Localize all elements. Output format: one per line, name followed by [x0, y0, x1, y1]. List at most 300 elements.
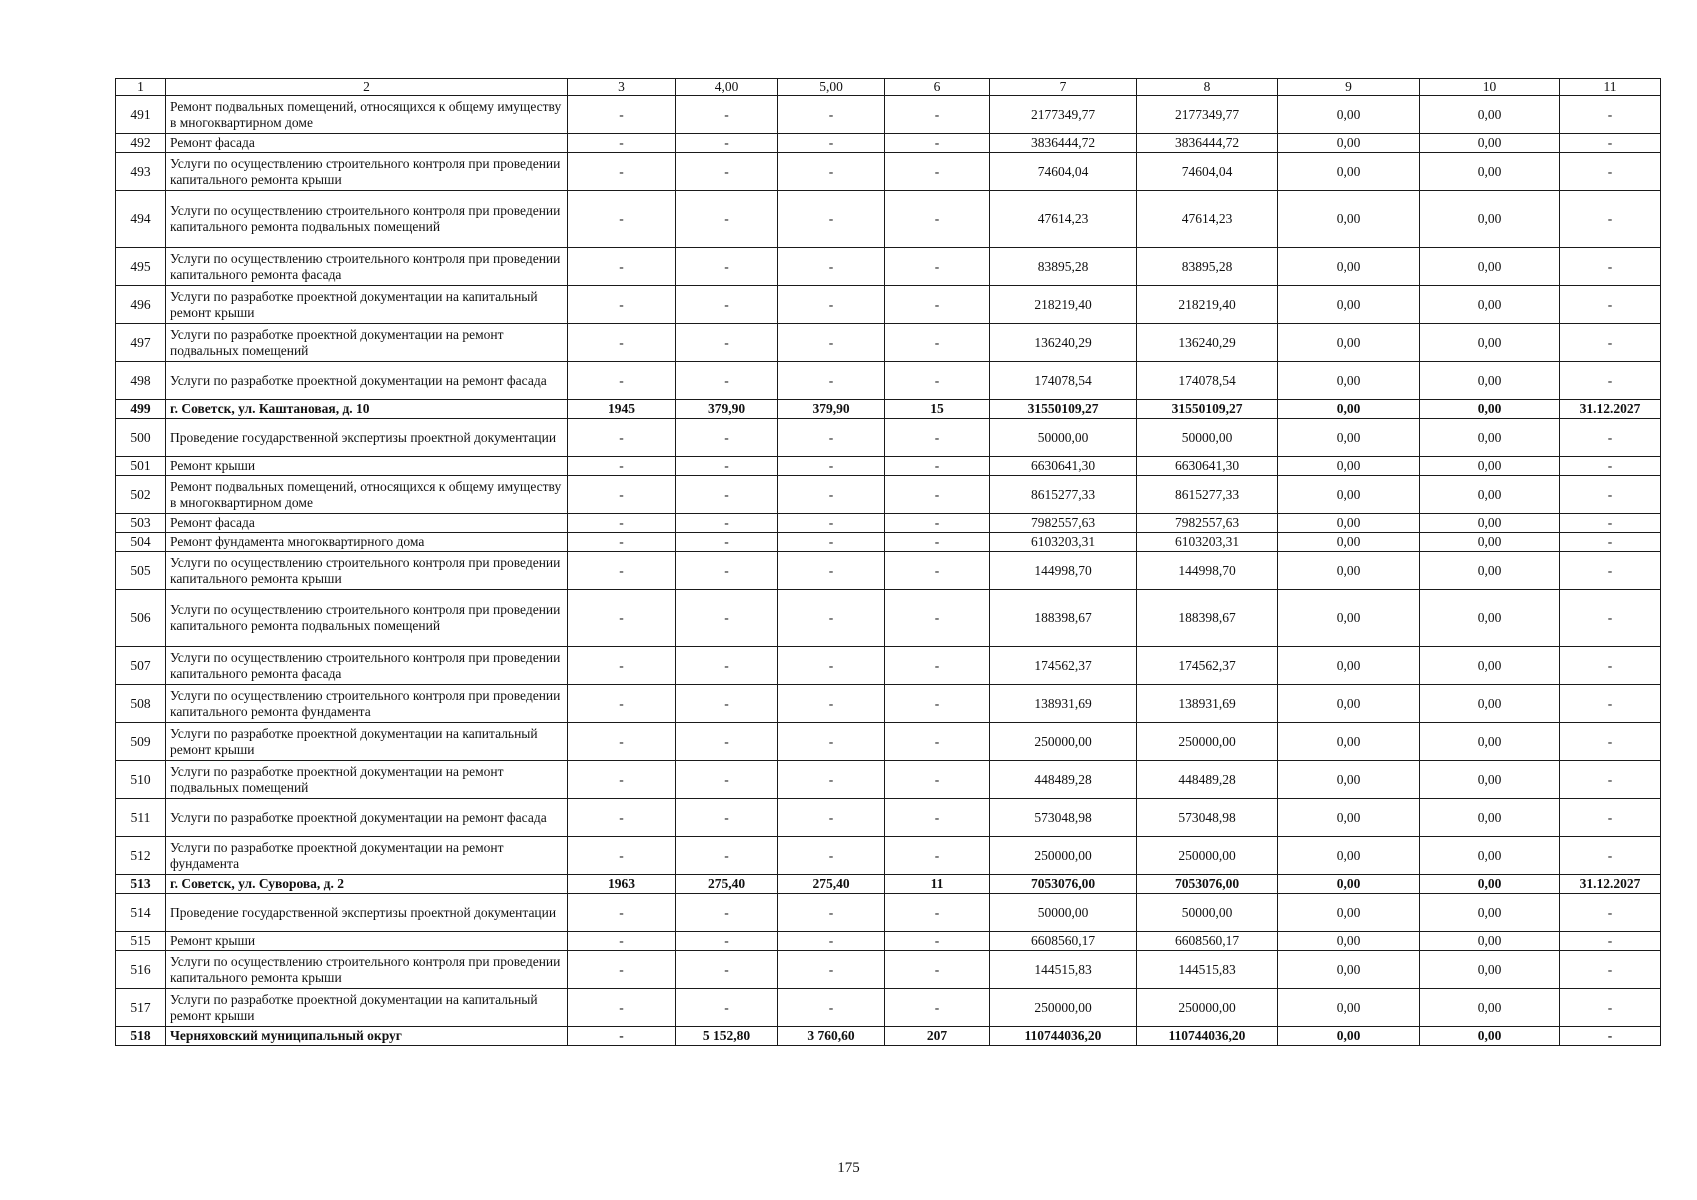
col-5-cell: -	[778, 191, 885, 248]
header-cell: 10	[1420, 79, 1560, 96]
row-name-cell: Услуги по разработке проектной документации на ремонт фасада	[166, 799, 568, 837]
col-4-cell: -	[676, 286, 778, 324]
col-8-cell: 7982557,63	[1137, 514, 1278, 533]
col-9-cell: 0,00	[1278, 875, 1420, 894]
col-10-cell: 0,00	[1420, 723, 1560, 761]
row-number-cell: 499	[116, 400, 166, 419]
col-11-cell: -	[1560, 552, 1661, 590]
col-11-cell: -	[1560, 799, 1661, 837]
col-4-cell: -	[676, 96, 778, 134]
col-7-cell: 218219,40	[990, 286, 1137, 324]
table-row	[116, 723, 1661, 761]
col-11-cell: -	[1560, 951, 1661, 989]
col-3-cell: -	[568, 761, 676, 799]
page-number: 175	[837, 1160, 860, 1176]
col-9-cell: 0,00	[1278, 457, 1420, 476]
col-4-cell: -	[676, 419, 778, 457]
col-11-cell: -	[1560, 989, 1661, 1027]
col-11-cell: -	[1560, 191, 1661, 248]
col-6-cell: -	[885, 685, 990, 723]
col-7-cell: 188398,67	[990, 590, 1137, 647]
col-9-cell: 0,00	[1278, 286, 1420, 324]
col-5-cell: -	[778, 476, 885, 514]
col-7-cell: 144515,83	[990, 951, 1137, 989]
col-9-cell: 0,00	[1278, 324, 1420, 362]
col-4-cell: -	[676, 533, 778, 552]
col-3-cell: -	[568, 419, 676, 457]
row-number-cell: 517	[116, 989, 166, 1027]
col-3-cell: -	[568, 1027, 676, 1046]
col-3-cell: -	[568, 647, 676, 685]
col-10-cell: 0,00	[1420, 191, 1560, 248]
col-4-cell: -	[676, 248, 778, 286]
col-8-cell: 250000,00	[1137, 989, 1278, 1027]
col-4-cell: -	[676, 951, 778, 989]
col-10-cell: 0,00	[1420, 685, 1560, 723]
col-4-cell: -	[676, 191, 778, 248]
col-4-cell: -	[676, 476, 778, 514]
col-10-cell: 0,00	[1420, 457, 1560, 476]
col-5-cell: -	[778, 419, 885, 457]
col-4-cell: 5 152,80	[676, 1027, 778, 1046]
table-row	[116, 894, 1661, 932]
col-8-cell: 174078,54	[1137, 362, 1278, 400]
col-6-cell: -	[885, 419, 990, 457]
row-number-cell: 492	[116, 134, 166, 153]
row-name-cell: Услуги по разработке проектной документации на ремонт подвальных помещений	[166, 761, 568, 799]
col-10-cell: 0,00	[1420, 533, 1560, 552]
col-4-cell: -	[676, 134, 778, 153]
col-5-cell: 379,90	[778, 400, 885, 419]
row-name-cell: Услуги по разработке проектной документации на капитальный ремонт крыши	[166, 286, 568, 324]
table-row	[116, 457, 1661, 476]
col-10-cell: 0,00	[1420, 894, 1560, 932]
col-5-cell: -	[778, 894, 885, 932]
col-4-cell: -	[676, 514, 778, 533]
col-8-cell: 188398,67	[1137, 590, 1278, 647]
table-row	[116, 476, 1661, 514]
col-10-cell: 0,00	[1420, 324, 1560, 362]
table-row	[116, 951, 1661, 989]
col-4-cell: -	[676, 457, 778, 476]
col-8-cell: 47614,23	[1137, 191, 1278, 248]
col-8-cell: 7053076,00	[1137, 875, 1278, 894]
col-7-cell: 74604,04	[990, 153, 1137, 191]
table-row	[116, 514, 1661, 533]
col-10-cell: 0,00	[1420, 837, 1560, 875]
col-3-cell: -	[568, 248, 676, 286]
row-number-cell: 497	[116, 324, 166, 362]
col-6-cell: 207	[885, 1027, 990, 1046]
row-name-cell: Услуги по разработке проектной документации на ремонт фундамента	[166, 837, 568, 875]
row-name-cell: Услуги по осуществлению строительного контроля при проведении капитального ремонта фундамента	[166, 685, 568, 723]
col-10-cell: 0,00	[1420, 951, 1560, 989]
col-4-cell: -	[676, 324, 778, 362]
row-number-cell: 493	[116, 153, 166, 191]
col-10-cell: 0,00	[1420, 134, 1560, 153]
row-number-cell: 514	[116, 894, 166, 932]
col-9-cell: 0,00	[1278, 134, 1420, 153]
col-4-cell: -	[676, 932, 778, 951]
header-cell: 8	[1137, 79, 1278, 96]
header-cell: 11	[1560, 79, 1661, 96]
col-5-cell: -	[778, 761, 885, 799]
col-5-cell: -	[778, 989, 885, 1027]
col-9-cell: 0,00	[1278, 685, 1420, 723]
col-4-cell: -	[676, 837, 778, 875]
col-11-cell: -	[1560, 723, 1661, 761]
col-3-cell: -	[568, 191, 676, 248]
col-11-cell: -	[1560, 1027, 1661, 1046]
table-row	[116, 324, 1661, 362]
row-number-cell: 509	[116, 723, 166, 761]
table-row	[116, 932, 1661, 951]
table-row	[116, 362, 1661, 400]
col-4-cell: 275,40	[676, 875, 778, 894]
col-6-cell: -	[885, 324, 990, 362]
col-6-cell: -	[885, 514, 990, 533]
col-3-cell: -	[568, 457, 676, 476]
row-name-cell: Ремонт крыши	[166, 932, 568, 951]
row-number-cell: 503	[116, 514, 166, 533]
col-5-cell: -	[778, 134, 885, 153]
col-7-cell: 7053076,00	[990, 875, 1137, 894]
row-number-cell: 506	[116, 590, 166, 647]
col-6-cell: -	[885, 894, 990, 932]
col-9-cell: 0,00	[1278, 191, 1420, 248]
row-number-cell: 515	[116, 932, 166, 951]
row-name-cell: г. Советск, ул. Каштановая, д. 10	[166, 400, 568, 419]
col-5-cell: -	[778, 799, 885, 837]
col-8-cell: 144515,83	[1137, 951, 1278, 989]
col-9-cell: 0,00	[1278, 951, 1420, 989]
row-name-cell: Услуги по разработке проектной документации на ремонт подвальных помещений	[166, 324, 568, 362]
table-row	[116, 799, 1661, 837]
col-8-cell: 74604,04	[1137, 153, 1278, 191]
col-10-cell: 0,00	[1420, 932, 1560, 951]
col-10-cell: 0,00	[1420, 514, 1560, 533]
col-4-cell: -	[676, 552, 778, 590]
col-9-cell: 0,00	[1278, 723, 1420, 761]
col-8-cell: 83895,28	[1137, 248, 1278, 286]
col-6-cell: -	[885, 761, 990, 799]
col-3-cell: -	[568, 514, 676, 533]
col-7-cell: 6608560,17	[990, 932, 1137, 951]
col-7-cell: 8615277,33	[990, 476, 1137, 514]
table-row-total	[116, 1027, 1661, 1046]
col-8-cell: 50000,00	[1137, 894, 1278, 932]
row-name-cell: Ремонт подвальных помещений, относящихся к общему имуществу в многоквартирном доме	[166, 476, 568, 514]
col-11-cell: -	[1560, 590, 1661, 647]
col-7-cell: 50000,00	[990, 894, 1137, 932]
table-row	[116, 989, 1661, 1027]
col-10-cell: 0,00	[1420, 875, 1560, 894]
col-10-cell: 0,00	[1420, 590, 1560, 647]
col-9-cell: 0,00	[1278, 476, 1420, 514]
col-7-cell: 174078,54	[990, 362, 1137, 400]
col-3-cell: -	[568, 723, 676, 761]
col-9-cell: 0,00	[1278, 647, 1420, 685]
col-6-cell: -	[885, 362, 990, 400]
col-6-cell: -	[885, 932, 990, 951]
col-6-cell: -	[885, 837, 990, 875]
table-row	[116, 248, 1661, 286]
col-9-cell: 0,00	[1278, 932, 1420, 951]
row-number-cell: 491	[116, 96, 166, 134]
col-5-cell: -	[778, 96, 885, 134]
header-cell: 5,00	[778, 79, 885, 96]
col-4-cell: -	[676, 153, 778, 191]
col-8-cell: 573048,98	[1137, 799, 1278, 837]
row-name-cell: Черняховский муниципальный округ	[166, 1027, 568, 1046]
col-9-cell: 0,00	[1278, 96, 1420, 134]
table-row	[116, 837, 1661, 875]
col-6-cell: -	[885, 533, 990, 552]
col-4-cell: -	[676, 761, 778, 799]
col-11-cell: -	[1560, 324, 1661, 362]
col-9-cell: 0,00	[1278, 362, 1420, 400]
row-name-cell: Услуги по осуществлению строительного контроля при проведении капитального ремонта крыши	[166, 153, 568, 191]
col-7-cell: 7982557,63	[990, 514, 1137, 533]
col-11-cell: -	[1560, 476, 1661, 514]
col-3-cell: -	[568, 134, 676, 153]
col-10-cell: 0,00	[1420, 362, 1560, 400]
col-5-cell: -	[778, 153, 885, 191]
col-5-cell: -	[778, 647, 885, 685]
col-3-cell: -	[568, 362, 676, 400]
col-9-cell: 0,00	[1278, 799, 1420, 837]
col-8-cell: 3836444,72	[1137, 134, 1278, 153]
row-number-cell: 507	[116, 647, 166, 685]
col-3-cell: -	[568, 476, 676, 514]
col-3-cell: -	[568, 932, 676, 951]
col-9-cell: 0,00	[1278, 837, 1420, 875]
col-4-cell: -	[676, 685, 778, 723]
row-number-cell: 498	[116, 362, 166, 400]
row-name-cell: Проведение государственной экспертизы проектной документации	[166, 894, 568, 932]
table-row	[116, 761, 1661, 799]
col-4-cell: -	[676, 647, 778, 685]
row-name-cell: г. Советск, ул. Суворова, д. 2	[166, 875, 568, 894]
col-7-cell: 144998,70	[990, 552, 1137, 590]
col-11-cell: -	[1560, 362, 1661, 400]
col-10-cell: 0,00	[1420, 419, 1560, 457]
col-6-cell: -	[885, 590, 990, 647]
col-9-cell: 0,00	[1278, 552, 1420, 590]
col-3-cell: -	[568, 799, 676, 837]
row-name-cell: Ремонт крыши	[166, 457, 568, 476]
col-3-cell: -	[568, 286, 676, 324]
col-11-cell: -	[1560, 647, 1661, 685]
col-11-cell: -	[1560, 248, 1661, 286]
row-name-cell: Услуги по осуществлению строительного контроля при проведении капитального ремонта фасада	[166, 647, 568, 685]
col-5-cell: -	[778, 685, 885, 723]
col-11-cell: -	[1560, 96, 1661, 134]
header-cell: 3	[568, 79, 676, 96]
header-cell: 6	[885, 79, 990, 96]
col-6-cell: 11	[885, 875, 990, 894]
col-4-cell: -	[676, 362, 778, 400]
row-number-cell: 511	[116, 799, 166, 837]
col-5-cell: -	[778, 324, 885, 362]
header-row	[116, 79, 1661, 96]
col-11-cell: -	[1560, 932, 1661, 951]
row-name-cell: Ремонт фасада	[166, 134, 568, 153]
col-10-cell: 0,00	[1420, 286, 1560, 324]
col-11-cell: -	[1560, 837, 1661, 875]
col-7-cell: 50000,00	[990, 419, 1137, 457]
col-4-cell: -	[676, 723, 778, 761]
col-6-cell: -	[885, 647, 990, 685]
col-4-cell: -	[676, 894, 778, 932]
col-7-cell: 250000,00	[990, 723, 1137, 761]
col-9-cell: 0,00	[1278, 514, 1420, 533]
col-3-cell: 1945	[568, 400, 676, 419]
col-9-cell: 0,00	[1278, 419, 1420, 457]
row-name-cell: Услуги по осуществлению строительного контроля при проведении капитального ремонта крыши	[166, 951, 568, 989]
col-11-cell: -	[1560, 533, 1661, 552]
col-6-cell: 15	[885, 400, 990, 419]
col-8-cell: 250000,00	[1137, 723, 1278, 761]
row-name-cell: Услуги по разработке проектной документации на капитальный ремонт крыши	[166, 723, 568, 761]
col-7-cell: 110744036,20	[990, 1027, 1137, 1046]
col-10-cell: 0,00	[1420, 761, 1560, 799]
col-6-cell: -	[885, 457, 990, 476]
col-5-cell: 3 760,60	[778, 1027, 885, 1046]
col-7-cell: 31550109,27	[990, 400, 1137, 419]
col-4-cell: 379,90	[676, 400, 778, 419]
row-number-cell: 508	[116, 685, 166, 723]
row-name-cell: Ремонт фасада	[166, 514, 568, 533]
col-7-cell: 573048,98	[990, 799, 1137, 837]
col-3-cell: -	[568, 951, 676, 989]
col-5-cell: -	[778, 514, 885, 533]
table-row	[116, 533, 1661, 552]
col-8-cell: 31550109,27	[1137, 400, 1278, 419]
col-6-cell: -	[885, 723, 990, 761]
col-11-cell: 31.12.2027	[1560, 875, 1661, 894]
row-name-cell: Услуги по осуществлению строительного контроля при проведении капитального ремонта подвальных помещений	[166, 590, 568, 647]
col-3-cell: -	[568, 533, 676, 552]
col-5-cell: -	[778, 932, 885, 951]
col-6-cell: -	[885, 96, 990, 134]
col-11-cell: -	[1560, 134, 1661, 153]
col-10-cell: 0,00	[1420, 647, 1560, 685]
row-number-cell: 516	[116, 951, 166, 989]
col-11-cell: -	[1560, 761, 1661, 799]
col-4-cell: -	[676, 799, 778, 837]
col-7-cell: 250000,00	[990, 837, 1137, 875]
col-6-cell: -	[885, 248, 990, 286]
col-7-cell: 6630641,30	[990, 457, 1137, 476]
col-9-cell: 0,00	[1278, 153, 1420, 191]
col-8-cell: 6608560,17	[1137, 932, 1278, 951]
table-row	[116, 552, 1661, 590]
col-9-cell: 0,00	[1278, 989, 1420, 1027]
col-6-cell: -	[885, 191, 990, 248]
header-cell: 7	[990, 79, 1137, 96]
row-number-cell: 494	[116, 191, 166, 248]
col-9-cell: 0,00	[1278, 248, 1420, 286]
row-number-cell: 518	[116, 1027, 166, 1046]
col-7-cell: 2177349,77	[990, 96, 1137, 134]
col-10-cell: 0,00	[1420, 1027, 1560, 1046]
row-name-cell: Ремонт подвальных помещений, относящихся к общему имуществу в многоквартирном доме	[166, 96, 568, 134]
col-7-cell: 6103203,31	[990, 533, 1137, 552]
col-3-cell: -	[568, 324, 676, 362]
col-8-cell: 144998,70	[1137, 552, 1278, 590]
col-10-cell: 0,00	[1420, 96, 1560, 134]
table-row	[116, 191, 1661, 248]
col-7-cell: 83895,28	[990, 248, 1137, 286]
col-5-cell: -	[778, 552, 885, 590]
row-number-cell: 510	[116, 761, 166, 799]
col-8-cell: 174562,37	[1137, 647, 1278, 685]
col-9-cell: 0,00	[1278, 894, 1420, 932]
col-3-cell: -	[568, 685, 676, 723]
row-number-cell: 504	[116, 533, 166, 552]
col-8-cell: 50000,00	[1137, 419, 1278, 457]
col-6-cell: -	[885, 476, 990, 514]
row-number-cell: 505	[116, 552, 166, 590]
row-number-cell: 496	[116, 286, 166, 324]
col-6-cell: -	[885, 153, 990, 191]
col-11-cell: -	[1560, 457, 1661, 476]
col-8-cell: 138931,69	[1137, 685, 1278, 723]
col-5-cell: -	[778, 533, 885, 552]
col-11-cell: -	[1560, 153, 1661, 191]
row-name-cell: Услуги по разработке проектной документации на капитальный ремонт крыши	[166, 989, 568, 1027]
col-5-cell: -	[778, 837, 885, 875]
col-11-cell: -	[1560, 894, 1661, 932]
col-10-cell: 0,00	[1420, 799, 1560, 837]
col-10-cell: 0,00	[1420, 400, 1560, 419]
table-row	[116, 647, 1661, 685]
col-3-cell: -	[568, 894, 676, 932]
col-7-cell: 174562,37	[990, 647, 1137, 685]
col-9-cell: 0,00	[1278, 1027, 1420, 1046]
col-8-cell: 2177349,77	[1137, 96, 1278, 134]
col-5-cell: -	[778, 590, 885, 647]
col-4-cell: -	[676, 590, 778, 647]
col-7-cell: 250000,00	[990, 989, 1137, 1027]
table-row	[116, 286, 1661, 324]
row-number-cell: 495	[116, 248, 166, 286]
col-11-cell: -	[1560, 419, 1661, 457]
col-6-cell: -	[885, 286, 990, 324]
col-5-cell: -	[778, 286, 885, 324]
col-8-cell: 8615277,33	[1137, 476, 1278, 514]
col-8-cell: 6630641,30	[1137, 457, 1278, 476]
col-10-cell: 0,00	[1420, 476, 1560, 514]
col-3-cell: -	[568, 96, 676, 134]
header-cell: 4,00	[676, 79, 778, 96]
col-10-cell: 0,00	[1420, 248, 1560, 286]
table-row-total	[116, 875, 1661, 894]
col-8-cell: 448489,28	[1137, 761, 1278, 799]
col-10-cell: 0,00	[1420, 989, 1560, 1027]
row-number-cell: 513	[116, 875, 166, 894]
col-8-cell: 6103203,31	[1137, 533, 1278, 552]
col-5-cell: -	[778, 362, 885, 400]
col-6-cell: -	[885, 951, 990, 989]
col-6-cell: -	[885, 989, 990, 1027]
table-row-total	[116, 400, 1661, 419]
col-10-cell: 0,00	[1420, 552, 1560, 590]
table-row	[116, 96, 1661, 134]
col-11-cell: 31.12.2027	[1560, 400, 1661, 419]
col-6-cell: -	[885, 552, 990, 590]
